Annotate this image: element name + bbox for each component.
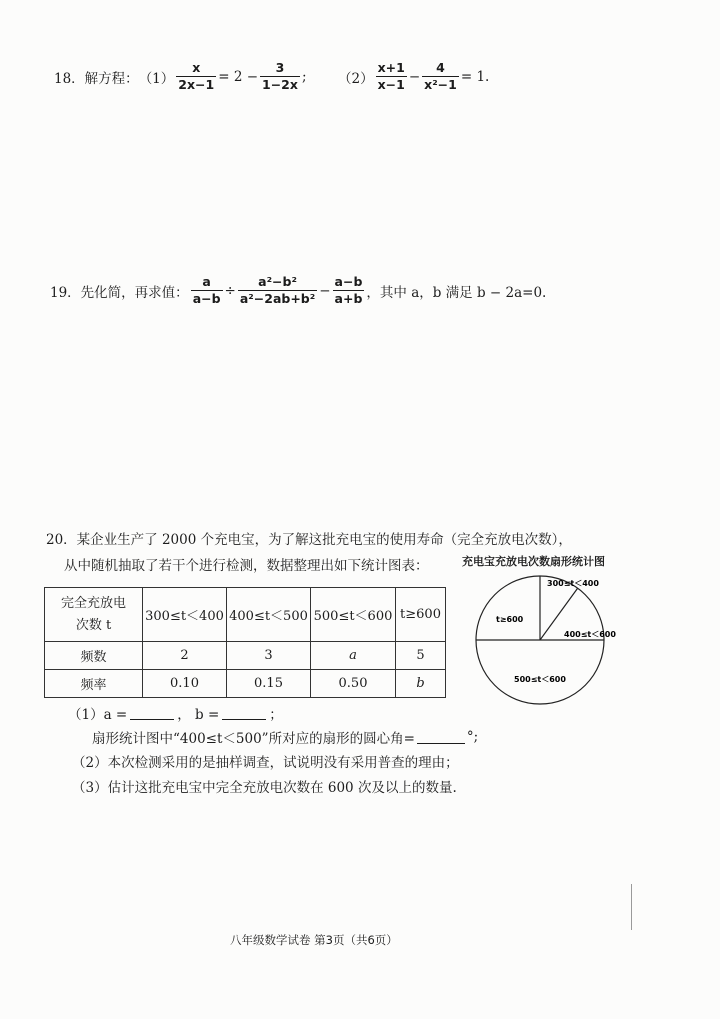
q19-fraction-2 [238,274,317,307]
page-footer: 八年级数学试卷 第3页（共6页） [230,933,398,947]
q20-line2: 从中随机抽取了若干个进行检测，数据整理出如下统计图表： [64,558,429,574]
table-row-frequency-rate [45,670,446,698]
q18-eq1-right-fraction [260,60,300,93]
q18-eq2-a-fraction [376,60,407,93]
q18-eq1-end: ; [301,68,307,85]
numerator: x+1 [377,60,405,75]
q19-div: ÷ [224,282,236,299]
denominator: x−1 [377,77,405,92]
q19-minus: − [319,282,331,299]
numerator: a²−b² [238,274,317,291]
q20-sub3: （3）估计这批充电宝中完全充放电次数在 600 次及以上的数量. [72,780,457,796]
statistics-table [44,587,446,698]
table-header-row [45,588,446,642]
q19-fraction-3 [333,274,365,307]
table-col-2: 400≤t＜500 [227,588,311,642]
numerator: 3 [260,60,300,77]
q19-suffix: ，其中 a，b 满足 b − 2a=0. [366,284,547,301]
table-col-3: 500≤t＜600 [311,588,396,642]
q20-sub2: （2）本次检测采用的是抽样调查，试说明没有采用普查的理由； [72,755,459,771]
row-label: 频数 [45,642,143,670]
pie-slices [476,576,604,704]
sub1-a-label: （1）a = [68,707,128,723]
table-cell: 0.15 [227,670,311,698]
answer-blank-b[interactable] [222,706,266,720]
answer-blank-a[interactable] [130,706,174,720]
q18-eq2-minus: − [408,68,421,85]
scan-artifact-line [631,884,632,930]
q20-sub1-line2 [92,727,478,747]
table-cell: 0.50 [311,670,396,698]
pie-chart [470,570,620,720]
denominator: 2x−1 [178,77,215,92]
q18-part2-label: （2） [338,70,374,87]
table-cell: 2 [143,642,227,670]
q20-sub1 [68,703,283,723]
answer-blank-angle[interactable] [417,730,465,744]
sub1-end: ； [269,707,283,723]
denominator: a−b [192,291,221,306]
q20-line1: 20．某企业生产了 2000 个充电宝，为了解这批充电宝的使用寿命（完全充放电次数）， [46,532,572,548]
sub1-angle-end: °; [466,729,479,745]
question-18-part2 [338,60,489,93]
numerator: a−b [334,274,363,289]
denominator: a²−2ab+b² [239,291,316,306]
denominator: 1−2x [262,77,298,92]
header-label-line1: 完全充放电 [60,595,126,611]
table-cell: a [311,642,396,670]
denominator: a+b [334,291,363,306]
table-cell: 5 [396,642,446,670]
q18-number: 18．解方程： [54,70,139,87]
pie-label-300-400: 300≤t＜400 [547,579,599,588]
denominator: x²−1 [424,77,457,92]
q18-eq2-end: = 1. [460,68,490,85]
q19-fraction-1 [191,274,223,307]
table-col-4: t≥600 [396,588,446,642]
sub1-b-label: ， b = [177,707,220,723]
pie-chart-title: 充电宝充放电次数扇形统计图 [462,555,605,568]
numerator: 4 [422,60,459,77]
pie-label-600-plus: t≥600 [496,615,524,624]
q18-part1-label: （1） [138,70,175,87]
pie-label-400-500: 400≤t＜600 [564,630,616,639]
table-cell: 0.10 [143,670,227,698]
pie-label-500-600: 500≤t＜600 [514,675,566,684]
table-row-frequency-count [45,642,446,670]
row-label: 频率 [45,670,143,698]
question-18 [54,60,307,93]
numerator: a [191,274,223,291]
table-cell: b [396,670,446,698]
numerator: x [176,60,216,77]
q18-eq1-left-fraction [176,60,216,93]
sub1-angle-text: 扇形统计图中“400≤t＜500”所对应的扇形的圆心角= [92,731,415,747]
question-19 [50,274,546,307]
table-col-1: 300≤t＜400 [143,588,227,642]
q18-eq2-b-fraction [422,60,459,93]
table-header-label [45,588,143,642]
q18-eq1-mid: = 2 − [218,68,259,85]
table-cell: 3 [227,642,311,670]
q19-prefix: 19．先化简，再求值： [50,284,189,301]
header-label-line2: 次数 t [75,617,112,633]
